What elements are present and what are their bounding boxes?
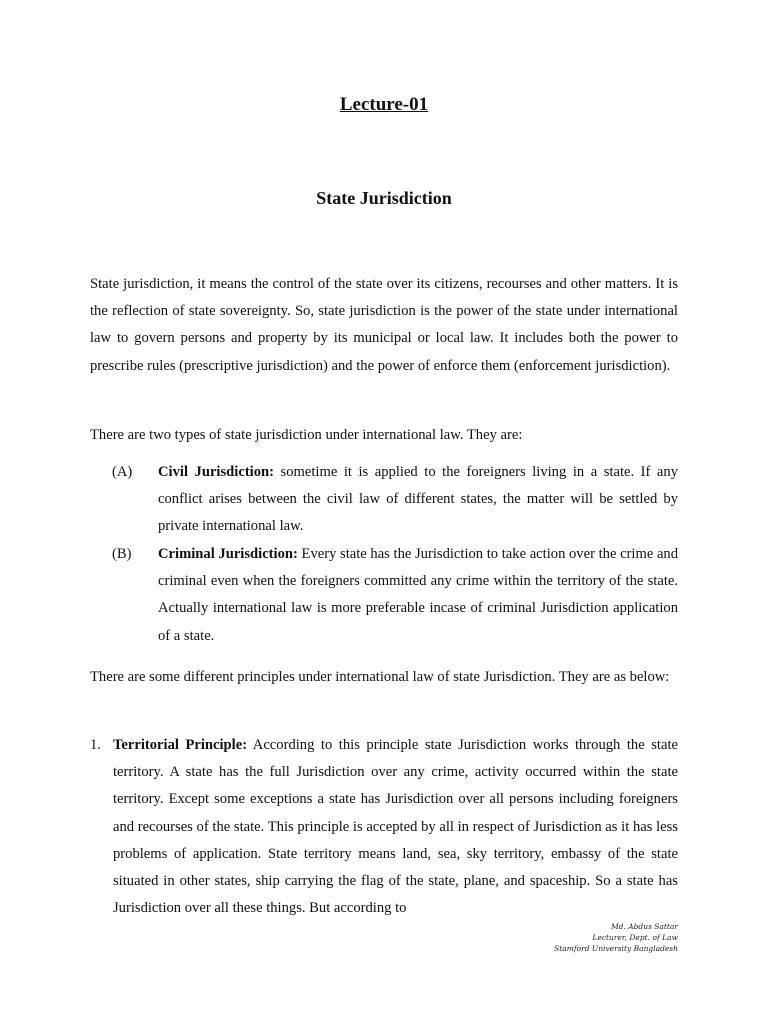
list-marker: (B) — [112, 546, 132, 562]
criminal-jurisdiction-description: Every state has the Jurisdiction to take action over the crime and criminal even when the foreigners committed any crime within the territory of the state. Actually international law is more preferable incase of criminal Jurisdiction application of a state. — [158, 546, 679, 644]
list-number: 1. — [90, 737, 101, 753]
signature-position: Lecturer, Dept. of Law — [592, 933, 678, 942]
principles-intro-paragraph: There are some different principles under international law of state Jurisdiction. They are as below: — [90, 669, 670, 685]
intro-paragraph: State jurisdiction, it means the control of the state over its citizens, recourses and other matters. It is the reflection of state sovereignty. So, state jurisdiction is the power of the state under international law to govern persons and property by its municipal or local law. It includes both the power to prescribe rules (prescriptive jurisdiction) and the power of enforce them (enforcement jurisdiction). — [90, 276, 678, 374]
section-title: State Jurisdiction — [316, 188, 452, 208]
principle-text — [113, 732, 678, 922]
signature-institution: Stamford University Bangladesh — [554, 944, 678, 953]
signature-name: Md. Abdus Sattar — [610, 922, 678, 931]
term-territorial-principle: Territorial Principle: — [113, 737, 248, 753]
jurisdiction-type-list-continued — [90, 541, 678, 650]
jurisdiction-type-item-criminal — [90, 541, 678, 650]
lecture-title: Lecture-01 — [339, 94, 429, 115]
list-item-text — [158, 459, 678, 541]
territorial-principle-description: According to this principle state Jurisdiction works through the state territory. A state has the full Jurisdiction over any crime, activity occurred within the state territory. Except some exceptions a state has Jurisdiction over all persons including foreigners and recourses of the state. This principle is accepted by all in respect of Jurisdiction as it has less problems of application. State territory means land, sea, sky territory, embassy of the state situated in other states, ship carrying the flag of the state, plane, and spaceship. So a state has Jurisdiction over all these things. But according to — [113, 737, 678, 917]
author-signature — [554, 921, 678, 954]
principle-item-territorial — [90, 732, 678, 922]
jurisdiction-type-list — [90, 459, 678, 541]
list-item-text — [158, 541, 678, 650]
term-civil-jurisdiction: Civil Jurisdiction: — [158, 464, 275, 480]
term-criminal-jurisdiction: Criminal Jurisdiction: — [158, 546, 298, 562]
civil-jurisdiction-description: sometime it is applied to the foreigners living in a state. If any conflict arises between the civil law of different states, the matter will be settled by private international law. — [158, 464, 678, 535]
types-intro-paragraph: There are two types of state jurisdiction under international law. They are: — [90, 427, 523, 443]
jurisdiction-type-item-civil — [90, 459, 678, 541]
list-marker: (A) — [112, 464, 133, 480]
